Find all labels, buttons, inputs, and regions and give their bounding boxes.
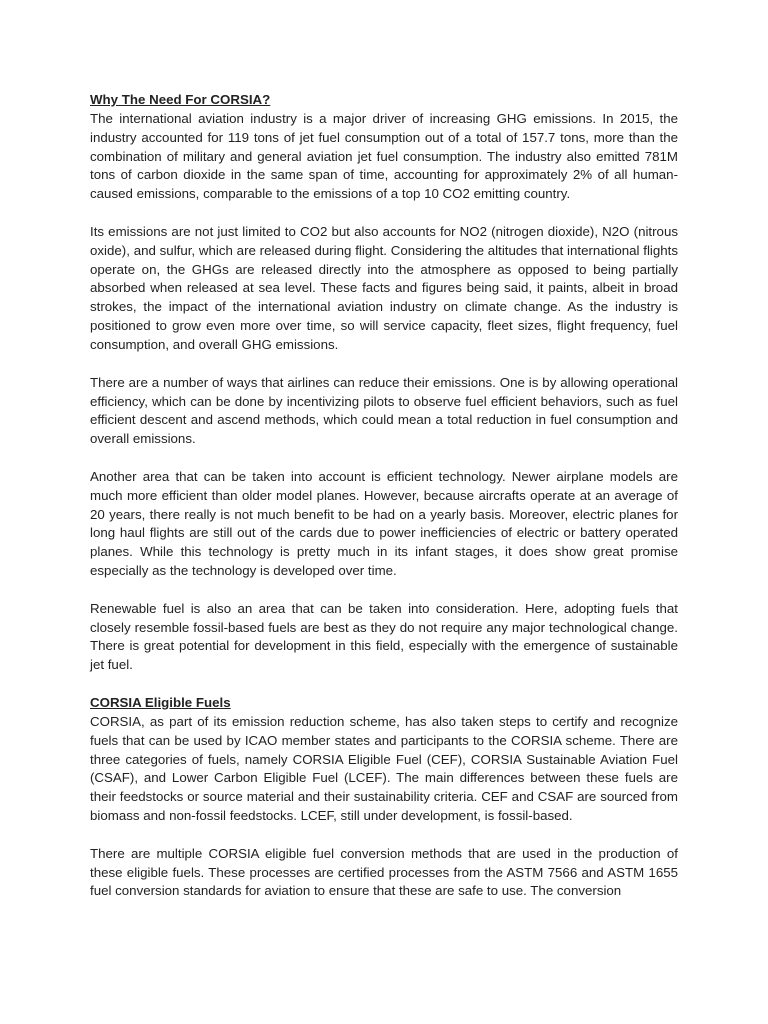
paragraph-fuel-categories: CORSIA, as part of its emission reduction scheme, has also taken steps to certify and recognize fuels that can be used by ICAO member states and participants to the CORSIA scheme. There are three categories of fuels, namely CORSIA Eligible Fuel (CEF), CORSIA Sustainable Aviation Fuel (CSAF), and Lower Carbon Eligible Fuel (LCEF). The main differences between these fuels are their feedstocks or source material and their sustainability criteria. CEF and CSAF are sourced from biomass and non-fossil feedstocks. LCEF, still under development, is fossil-based.	[90, 713, 678, 824]
paragraph-other-emissions: Its emissions are not just limited to CO2 but also accounts for NO2 (nitrogen dioxide), N2O (nitrous oxide), and sulfur, which are released during flight. Considering the altitudes that international flights operate on, the GHGs are released directly into the atmosphere as opposed to being partially absorbed when released at sea level. These facts and figures being said, it paints, albeit in broad strokes, the impact of the international aviation industry on climate change. As the industry is positioned to grow even more over time, so will service capacity, fleet sizes, flight frequency, fuel consumption, and overall GHG emissions.	[90, 223, 678, 352]
paragraph-efficient-technology: Another area that can be taken into account is efficient technology. Newer airplane models are much more efficient than older model planes. However, because aircrafts operate at an average of 20 years, there really is not much benefit to be had on a yearly basis. Moreover, electric planes for long haul flights are still out of the cards due to power inefficiencies of electric or battery operated planes. While this technology is pretty much in its infant stages, it does show great promise especially as the technology is developed over time.	[90, 468, 678, 579]
paragraph-operational-efficiency: There are a number of ways that airlines can reduce their emissions. One is by allowing operational efficiency, which can be done by incentivizing pilots to observe fuel efficient behaviors, such as fuel efficient descent and ascend methods, which could mean a total reduction in fuel consumption and overall emissions.	[90, 374, 678, 447]
paragraph-gap	[90, 204, 678, 223]
paragraph-gap	[90, 826, 678, 845]
paragraph-conversion-methods: There are multiple CORSIA eligible fuel conversion methods that are used in the production of these eligible fuels. These processes are certified processes from the ASTM 7566 and ASTM 1655 fuel conversion standards for aviation to ensure that these are safe to use. The conversion	[90, 845, 678, 899]
section-heading-eligible-fuels: CORSIA Eligible Fuels	[90, 695, 231, 710]
document-page	[90, 91, 678, 901]
paragraph-renewable-fuel: Renewable fuel is also an area that can be taken into consideration. Here, adopting fuels that closely resemble fossil-based fuels are best as they do not require any major technological change. There is great potential for development in this field, especially with the emergence of sustainable jet fuel.	[90, 600, 678, 673]
paragraph-gap	[90, 449, 678, 468]
paragraph-gap	[90, 581, 678, 600]
paragraph-gap	[90, 675, 678, 694]
section-heading-why-corsia: Why The Need For CORSIA?	[90, 92, 271, 107]
paragraph-aviation-emissions: The international aviation industry is a major driver of increasing GHG emissions. In 2015, the industry accounted for 119 tons of jet fuel consumption out of a total of 157.7 tons, more than the combination of military and general aviation jet fuel consumption. The industry also emitted 781M tons of carbon dioxide in the same span of time, accounting for approximately 2% of all human-caused emissions, comparable to the emissions of a top 10 CO2 emitting country.	[90, 110, 678, 202]
paragraph-gap	[90, 355, 678, 374]
